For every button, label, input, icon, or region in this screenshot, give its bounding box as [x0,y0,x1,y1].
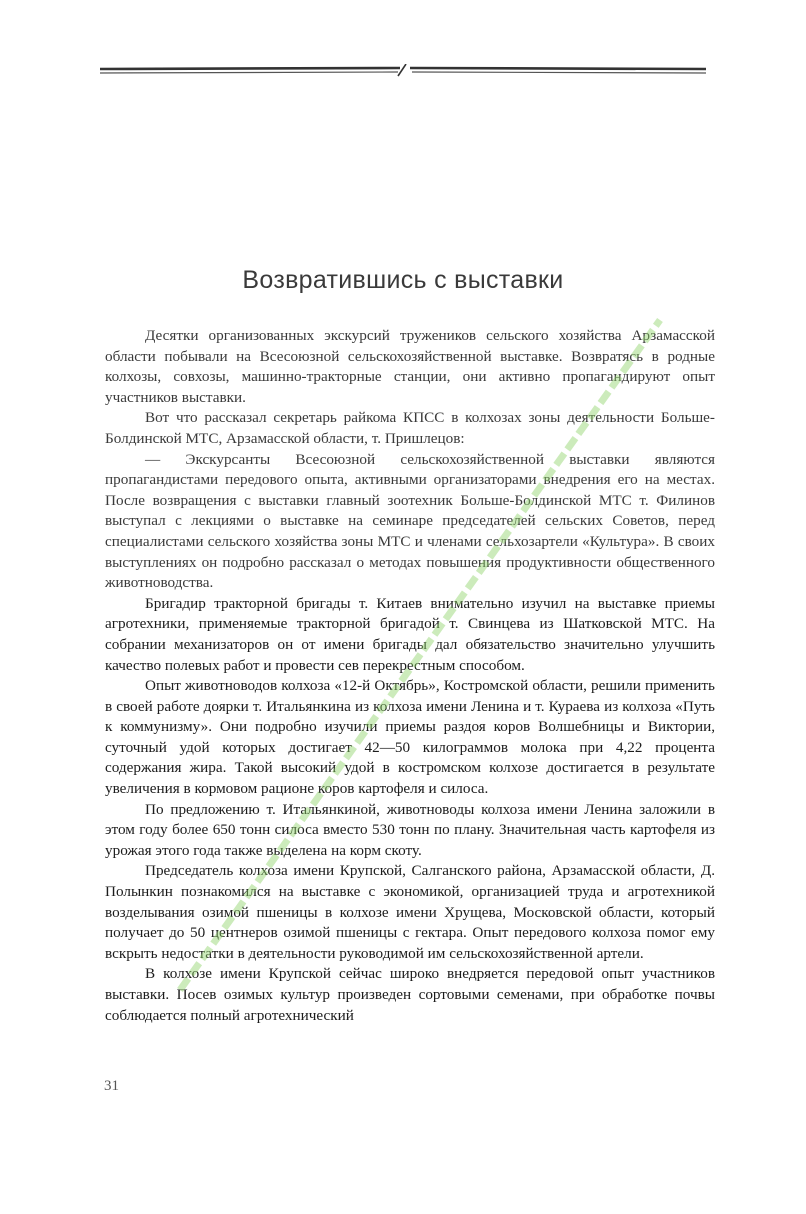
paragraph: Опыт животноводов колхоза «12-й Октябрь», Костромской области, решили применить в своей работе доярки т. Итальянкина из колхоза имени Ленина и т. Кураева из колхоза «Путь к коммунизму». Они подробно изучили приемы раздоя коров Волшебницы и Виктории, суточный удой которых достигает 42—50 килограммов молока при 4,22 процента содержания жира. Такой высокий удой в костромском колхозе достигается в результате увеличения в кормовом рационе коров картофеля и силоса. [105,677,715,798]
paragraph: В колхозе имени Крупской сейчас широко внедряется передовой опыт участников выставки. Посев озимых культур произведен сортовыми семенами, при обработке почвы соблюдается полный агротехнический [105,965,715,1024]
page-number: 31 [104,1078,119,1094]
paragraph: — Экскурсанты Всесоюзной сельскохозяйственной выставки являются пропагандистами передового опыта, активными организаторами внедрения его на местах. После возвращения с выставки главный зоотехник Больше-Болдинской МТС т. Филинов выступал с лекциями о выставке на семинаре председателей сельских Советов, перед специалистами сельского хозяйства зоны МТС и членами сельхозартели «Культура». В своих выступлениях он подробно рассказал о методах повышения продуктивности общественного животноводства. [105,450,715,592]
paragraph: Председатель колхоза имени Крупской, Салганского района, Арзамасской области, Д. Полынкин познакомился на выставке с экономикой, организацией труда и агротехникой возделывания озимой пшеницы в колхозе имени Хрущева, Московской области, который получает до 50 центнеров озимой пшеницы с гектара. Опыт передового колхоза помог ему вскрыть недостатки в деятельности руководимой им сельскохозяйственной артели. [105,862,715,962]
article-title: Возвратившись с выставки [242,266,564,294]
paragraph: По предложению т. Итальянкиной, животноводы колхоза имени Ленина заложили в этом году более 650 тонн силоса вместо 530 тонн по плану. Значительная часть картофеля из урожая этого года также выделена на корм скоту. [105,800,715,859]
article-body [105,326,715,1026]
paragraph: Десятки организованных экскурсий тружеников сельского хозяйства Арзамасской области побывали на Всесоюзной сельскохозяйственной выставке. Возвратясь в родные колхозы, совхозы, машинно-тракторные станции, они активно пропагандируют опыт участников выставки. [105,327,715,406]
paragraph: Вот что рассказал секретарь райкома КПСС в колхозах зоны деятельности Больше-Болдинской МТС, Арзамасской области, т. Пришлецов: [105,409,715,447]
paragraph: Бригадир тракторной бригады т. Китаев внимательно изучил на выставке приемы агротехники, применяемые тракторной бригадой т. Свинцева из Шатковской МТС. На собрании механизаторов он от имени бригады дал обязательство значительно улучшить качество полевых работ и провести сев перекрестным способом. [105,594,715,674]
header-ornamental-rule [100,64,706,78]
